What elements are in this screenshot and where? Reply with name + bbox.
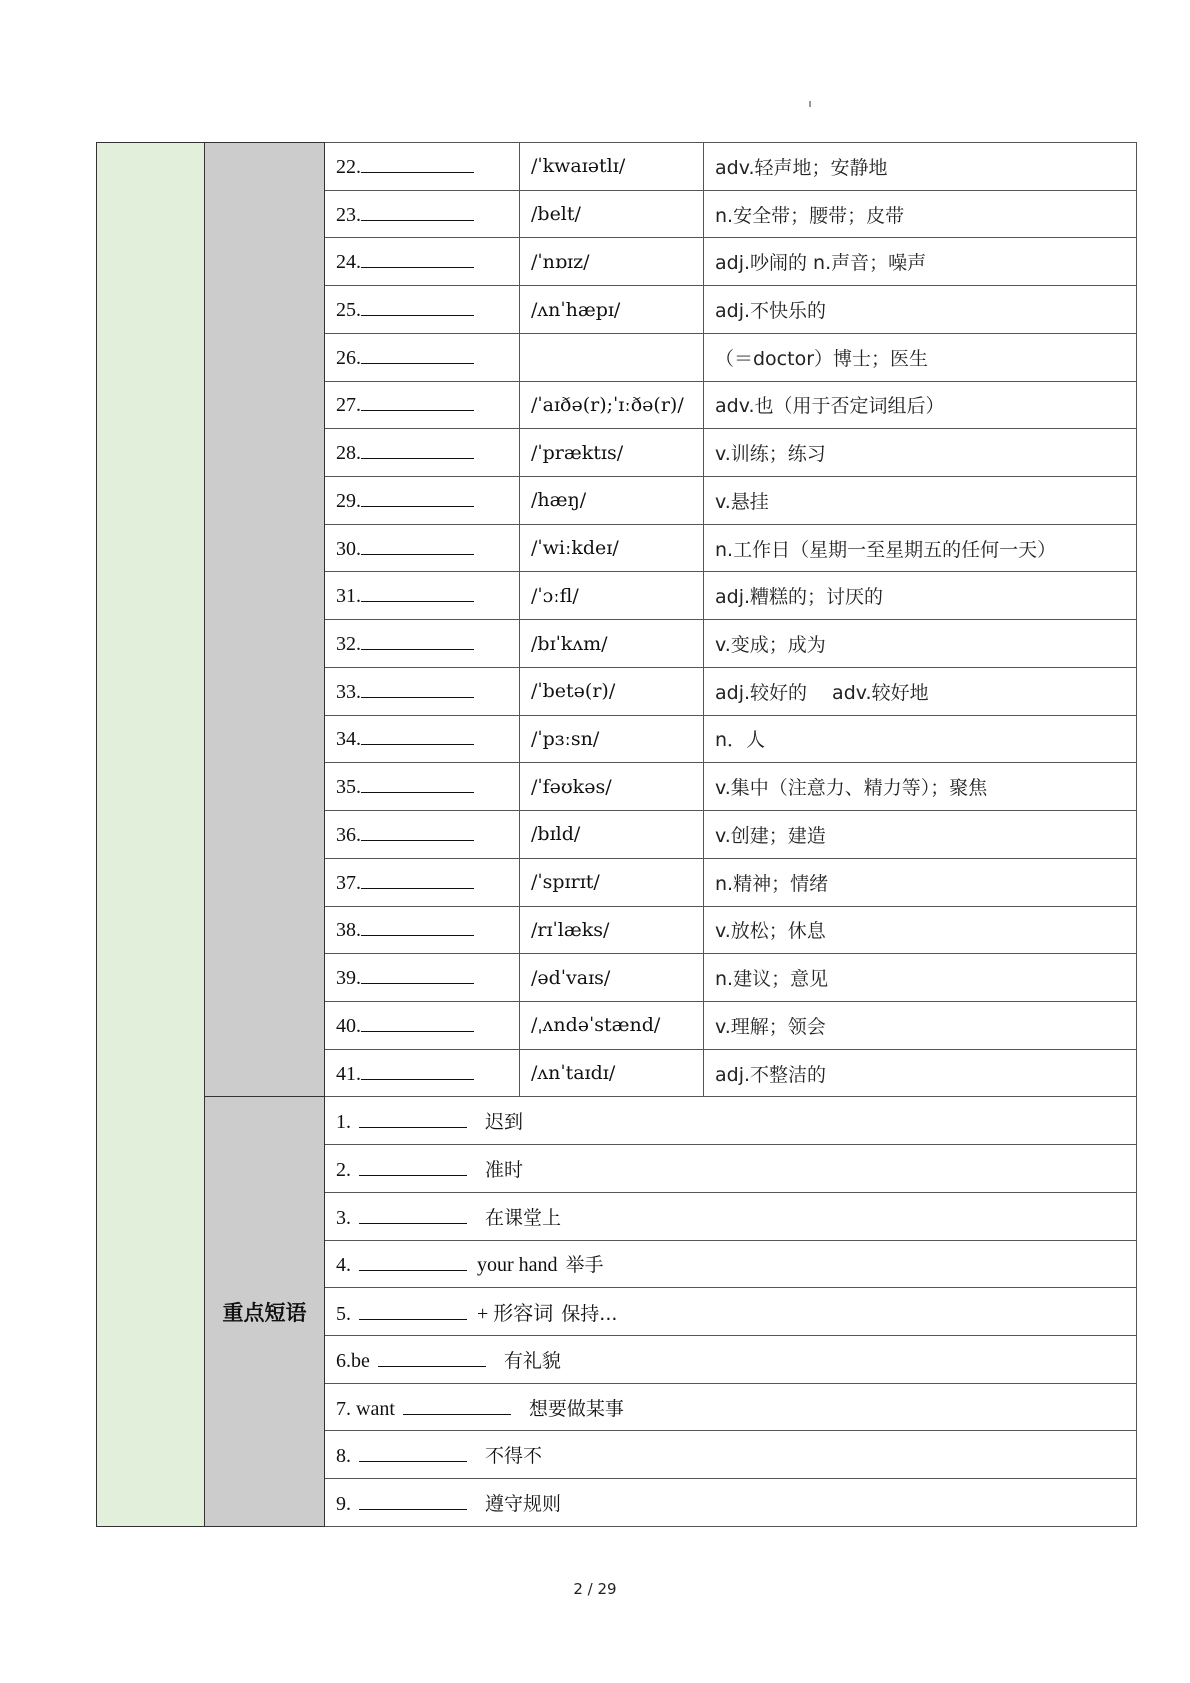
definition-cell: n.安全带；腰带；皮带 <box>704 190 1137 238</box>
ipa-cell: /ˈfəʊkəs/ <box>520 763 704 811</box>
answer-blank[interactable] <box>359 1109 467 1128</box>
ipa-cell: /ˈspɪrɪt/ <box>520 858 704 906</box>
answer-blank[interactable] <box>361 870 474 889</box>
word-cell[interactable]: 26. <box>325 333 520 381</box>
answer-blank[interactable] <box>361 1061 474 1080</box>
answer-blank[interactable] <box>361 726 474 745</box>
answer-blank[interactable] <box>359 1157 467 1176</box>
phrase-cell[interactable]: 2. 准时 <box>325 1145 1137 1193</box>
ipa-cell: /ˈpɜːsn/ <box>520 715 704 763</box>
ipa-cell: /ˈbetə(r)/ <box>520 667 704 715</box>
answer-blank[interactable] <box>361 1013 474 1032</box>
word-cell[interactable]: 28. <box>325 429 520 477</box>
word-cell[interactable]: 31. <box>325 572 520 620</box>
definition-cell: adj.较好的 adv.较好地 <box>704 667 1137 715</box>
word-cell[interactable]: 32. <box>325 620 520 668</box>
definition-cell: n.精神；情绪 <box>704 858 1137 906</box>
answer-blank[interactable] <box>361 249 474 268</box>
unit-column <box>97 143 205 1527</box>
answer-blank[interactable] <box>361 488 474 507</box>
answer-blank[interactable] <box>361 583 474 602</box>
definition-cell: v.训练；练习 <box>704 429 1137 477</box>
vocabulary-table <box>96 142 1137 1527</box>
definition-cell: v.理解；领会 <box>704 1001 1137 1049</box>
ipa-cell: /ʌnˈhæpɪ/ <box>520 286 704 334</box>
ipa-cell: /ˈnɒɪz/ <box>520 238 704 286</box>
word-cell[interactable]: 27. <box>325 381 520 429</box>
ipa-cell: /belt/ <box>520 190 704 238</box>
answer-blank[interactable] <box>361 154 474 173</box>
answer-blank[interactable] <box>361 822 474 841</box>
word-cell[interactable]: 40. <box>325 1001 520 1049</box>
ipa-cell <box>520 333 704 381</box>
ipa-cell: /ədˈvaɪs/ <box>520 954 704 1002</box>
definition-cell: adj.糟糕的；讨厌的 <box>704 572 1137 620</box>
answer-blank[interactable] <box>361 774 474 793</box>
word-cell[interactable]: 29. <box>325 477 520 525</box>
answer-blank[interactable] <box>361 297 474 316</box>
table-row <box>97 143 1137 191</box>
definition-cell: n．人 <box>704 715 1137 763</box>
vocabulary-section-label <box>205 143 325 1097</box>
definition-cell: adv.轻声地；安静地 <box>704 143 1137 191</box>
definition-cell: adv.也（用于否定词组后） <box>704 381 1137 429</box>
definition-cell: n.工作日（星期一至星期五的任何一天） <box>704 524 1137 572</box>
word-cell[interactable]: 39. <box>325 954 520 1002</box>
ipa-cell: /ˈwiːkdeɪ/ <box>520 524 704 572</box>
phrase-cell[interactable]: 6.be 有礼貌 <box>325 1335 1137 1383</box>
phrases-section-label: 重点短语 <box>205 1097 325 1527</box>
phrase-row <box>97 1097 1137 1145</box>
answer-blank[interactable] <box>361 392 474 411</box>
answer-blank[interactable] <box>359 1301 467 1320</box>
word-cell[interactable]: 36. <box>325 811 520 859</box>
word-cell[interactable]: 23. <box>325 190 520 238</box>
phrase-cell[interactable]: 7. want 想要做某事 <box>325 1383 1137 1431</box>
ipa-cell: /ˈaɪðə(r);ˈɪːðə(r)/ <box>520 381 704 429</box>
word-cell[interactable]: 33. <box>325 667 520 715</box>
phrase-cell[interactable]: 9. 遵守规则 <box>325 1479 1137 1527</box>
ipa-cell: /ˈkwaɪətlɪ/ <box>520 143 704 191</box>
answer-blank[interactable] <box>359 1443 467 1462</box>
page-number: 2 / 29 <box>573 1580 617 1598</box>
definition-cell: v.创建；建造 <box>704 811 1137 859</box>
phrase-cell[interactable]: 8. 不得不 <box>325 1431 1137 1479</box>
answer-blank[interactable] <box>403 1396 511 1415</box>
ipa-cell: /hæŋ/ <box>520 477 704 525</box>
answer-blank[interactable] <box>361 917 474 936</box>
ipa-cell: /ʌnˈtaɪdɪ/ <box>520 1049 704 1097</box>
definition-cell: adj.不快乐的 <box>704 286 1137 334</box>
ipa-cell: /ˌʌndəˈstænd/ <box>520 1001 704 1049</box>
answer-blank[interactable] <box>359 1491 467 1510</box>
ipa-cell: /ˈɔːfl/ <box>520 572 704 620</box>
answer-blank[interactable] <box>361 965 474 984</box>
definition-cell: v.悬挂 <box>704 477 1137 525</box>
ipa-cell: /bɪˈkʌm/ <box>520 620 704 668</box>
ipa-cell: /ˈpræktɪs/ <box>520 429 704 477</box>
word-cell[interactable]: 25. <box>325 286 520 334</box>
word-cell[interactable]: 24. <box>325 238 520 286</box>
answer-blank[interactable] <box>361 536 474 555</box>
answer-blank[interactable] <box>361 202 474 221</box>
word-cell[interactable]: 38. <box>325 906 520 954</box>
phrase-cell[interactable]: 3. 在课堂上 <box>325 1192 1137 1240</box>
definition-cell: v.变成；成为 <box>704 620 1137 668</box>
answer-blank[interactable] <box>378 1348 486 1367</box>
definition-cell: （＝doctor）博士；医生 <box>704 333 1137 381</box>
phrase-cell[interactable]: 1. 迟到 <box>325 1097 1137 1145</box>
definition-cell: adj.不整洁的 <box>704 1049 1137 1097</box>
definition-cell: adj.吵闹的 n.声音；噪声 <box>704 238 1137 286</box>
ipa-cell: /rɪˈlæks/ <box>520 906 704 954</box>
phrase-cell[interactable]: 4. your hand 举手 <box>325 1240 1137 1288</box>
word-cell[interactable]: 34. <box>325 715 520 763</box>
answer-blank[interactable] <box>361 440 474 459</box>
word-cell[interactable]: 41. <box>325 1049 520 1097</box>
answer-blank[interactable] <box>359 1205 467 1224</box>
header-mark <box>809 101 811 107</box>
definition-cell: n.建议；意见 <box>704 954 1137 1002</box>
word-cell[interactable]: 37. <box>325 858 520 906</box>
answer-blank[interactable] <box>361 631 474 650</box>
phrase-cell[interactable]: 5. + 形容词 保持... <box>325 1288 1137 1336</box>
ipa-cell: /bɪld/ <box>520 811 704 859</box>
word-cell[interactable]: 35. <box>325 763 520 811</box>
definition-cell: v.集中（注意力、精力等）；聚焦 <box>704 763 1137 811</box>
definition-cell: v.放松；休息 <box>704 906 1137 954</box>
word-cell[interactable]: 30. <box>325 524 520 572</box>
answer-blank[interactable] <box>361 679 474 698</box>
answer-blank[interactable] <box>359 1252 467 1271</box>
answer-blank[interactable] <box>361 345 474 364</box>
word-cell[interactable]: 22. <box>325 143 520 191</box>
